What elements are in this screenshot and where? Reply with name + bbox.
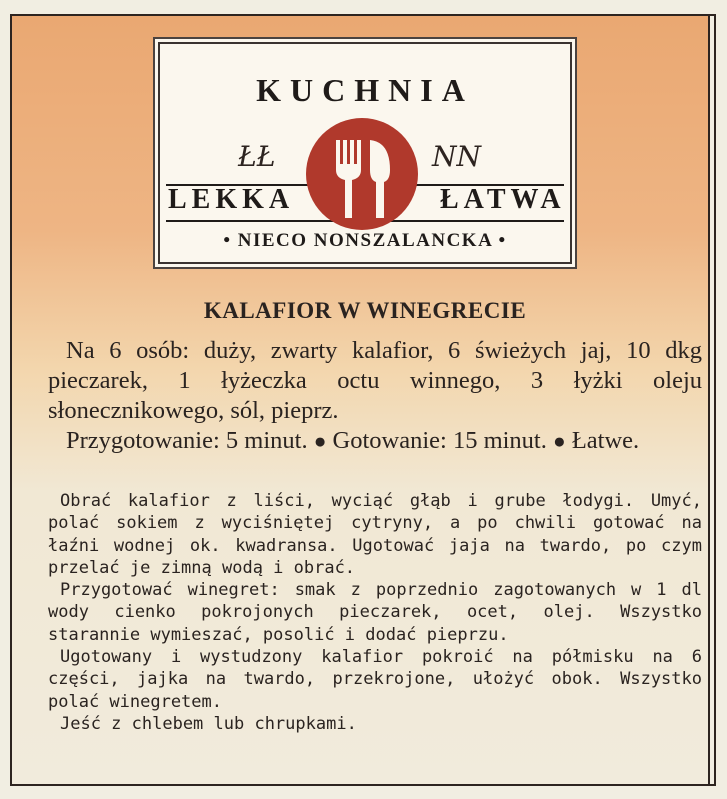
- recipe-title: KALAFIOR W WINEGRECIE: [203, 298, 527, 323]
- timing-line: [48, 426, 702, 456]
- fork-and-knife-icon: [306, 118, 418, 230]
- difficulty: Łatwe.: [571, 427, 640, 454]
- prep-time: Przygotowanie: 5 minut.: [66, 427, 308, 454]
- recipe-method: [48, 490, 702, 735]
- logo-word-right: ŁATWA: [440, 184, 566, 215]
- method-step: Ugotowany i wystudzony kalafior pokroić na półmisku na 6 części, jajka na twardo, przekrojone, ułożyć obok. Wszystko polać winegretem.: [48, 647, 702, 712]
- newspaper-clipping: [10, 14, 716, 786]
- method-step: Jeść z chlebem lub chrupkami.: [60, 713, 357, 734]
- method-step: Obrać kalafior z liści, wyciąć głąb i grube łodygi. Umyć, polać sokiem z wyciśniętej cytryny, a po chwili gotować na łaźni wodnej ok. kwadransa. Ugotować jaja na twardo, po czym przelać je zimną wodą i obrać.: [48, 491, 702, 578]
- logo-word-left: LEKKA: [168, 184, 295, 215]
- ingredients-text: Na 6 osób: duży, zwarty kalafior, 6 świeżych jaj, 10 dkg pieczarek, 1 łyżeczka octu winnego, 3 łyżki oleju słonecznikowego, sól, pieprz.: [48, 337, 702, 424]
- bullet-icon: ●: [553, 429, 566, 453]
- bullet-icon: ●: [313, 429, 327, 453]
- logo-monogram-right: NN: [432, 140, 481, 173]
- recipe-intro: [48, 336, 702, 456]
- logo-title: KUCHNIA: [256, 72, 474, 108]
- logo-subtitle: • NIECO NONSZALANCKA •: [223, 230, 507, 251]
- logo-monogram-left: ŁŁ: [238, 140, 276, 173]
- cook-time: Gotowanie: 15 minut.: [332, 427, 547, 454]
- method-step: Przygotować winegret: smak z poprzednio zagotowanych w 1 dl wody cienko pokrojonych pieczarek, ocet, olej. Wszystko starannie wymieszać, posolić i dodać pieprzu.: [48, 580, 702, 645]
- column-logo: [158, 42, 572, 264]
